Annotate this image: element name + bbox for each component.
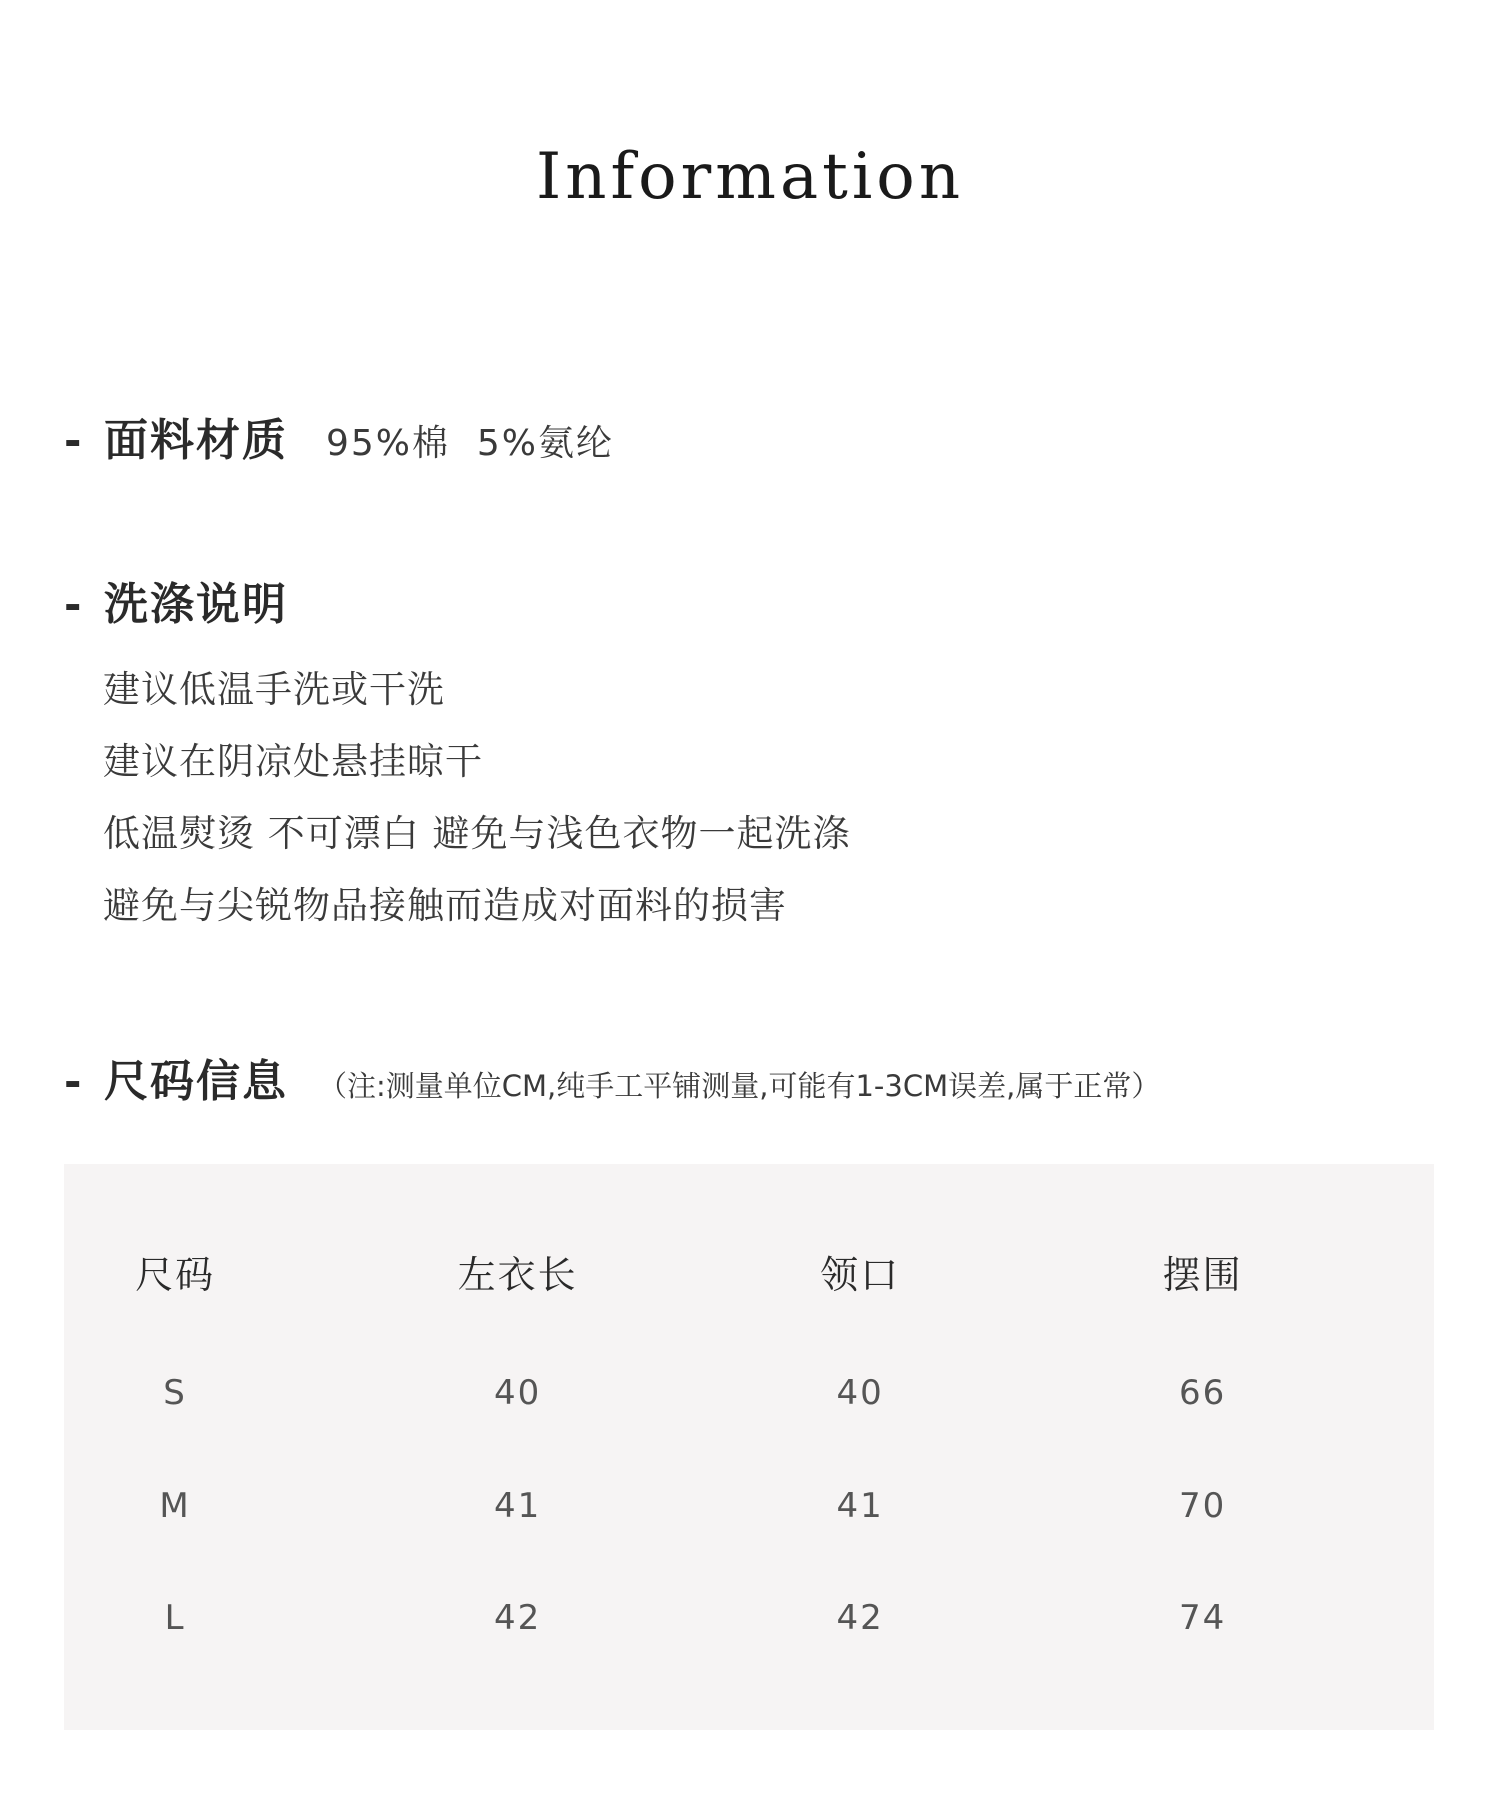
size-info-section: [64, 1045, 1160, 1109]
cell-size: M: [159, 1486, 191, 1526]
fabric-value: 95%棉 5%氨纶: [326, 423, 615, 464]
header-size: 尺码: [135, 1253, 216, 1297]
washing-heading: 洗涤说明: [104, 579, 288, 630]
cell-size: L: [164, 1598, 186, 1638]
cell-neckline: 41: [836, 1486, 884, 1526]
cell-hem: 66: [1178, 1373, 1227, 1413]
table-header-row: [64, 1244, 1434, 1299]
header-hem: 摆围: [1162, 1253, 1243, 1297]
page-title: Information: [535, 140, 965, 214]
bullet-dash: -: [64, 416, 82, 465]
bullet-dash: -: [64, 580, 82, 629]
cell-neckline: 42: [836, 1598, 884, 1638]
cell-size: S: [163, 1373, 187, 1413]
washing-line: 避免与尖锐物品接触而造成对面料的损害: [103, 884, 787, 927]
washing-line: 低温熨烫 不可漂白 避免与浅色衣物一起洗涤: [103, 812, 851, 855]
size-info-note: （注:测量单位CM,纯手工平铺测量,可能有1-3CM误差,属于正常）: [318, 1069, 1161, 1103]
cell-length: 40: [493, 1373, 542, 1413]
washing-instructions: [103, 654, 851, 942]
cell-length: 41: [493, 1486, 542, 1526]
washing-section: [64, 568, 288, 632]
cell-hem: 70: [1178, 1486, 1227, 1526]
fabric-section: [64, 404, 614, 468]
fabric-heading: 面料材质: [104, 415, 288, 466]
table-row: [64, 1373, 1434, 1413]
cell-length: 42: [493, 1598, 542, 1638]
header-neckline: 领口: [820, 1253, 901, 1297]
header-length: 左衣长: [457, 1253, 578, 1297]
bullet-dash: -: [64, 1057, 82, 1106]
cell-hem: 74: [1178, 1598, 1227, 1638]
table-row: [64, 1598, 1434, 1638]
size-info-heading: 尺码信息: [104, 1056, 288, 1107]
size-table: [64, 1164, 1434, 1730]
washing-line: 建议在阴凉处悬挂晾干: [103, 740, 483, 783]
washing-line: 建议低温手洗或干洗: [103, 668, 445, 711]
table-row: [64, 1486, 1434, 1526]
cell-neckline: 40: [836, 1373, 884, 1413]
